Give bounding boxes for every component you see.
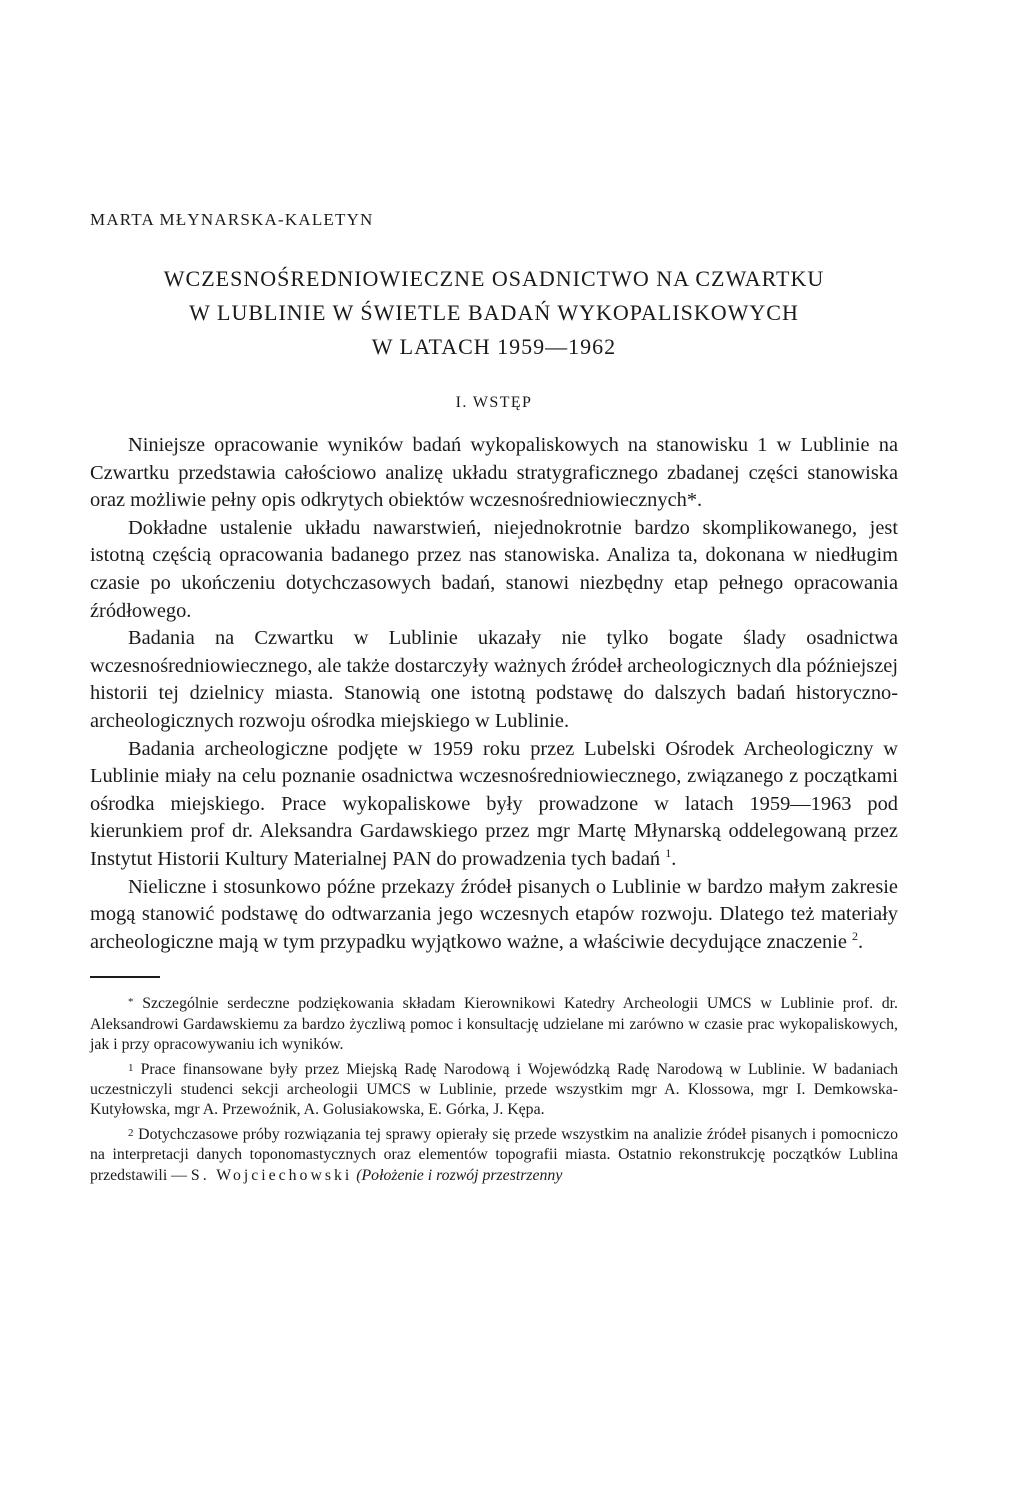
paragraph-2: Dokładne ustalenie układu nawarstwień, niejednokrotnie bardzo skomplikowanego, jest istotną częścią opracowania badanego przez nas stanowiska. Analiza ta, dokonana w niedługim czasie po ukończeniu dotychczasowych badań, stanowi niezbędny etap pełnego opracowania źródłowego. (90, 516, 898, 622)
paragraph-5 (90, 874, 898, 957)
footnote-star (90, 992, 898, 1055)
footnote-star-mark: * (128, 996, 134, 1009)
paragraph-4-text: Badania archeologiczne podjęte w 1959 roku przez Lubelski Ośrodek Archeologiczny w Lublinie miały na celu poznanie osadnictwa wczesnośredniowiecznego, związanego z początkami ośrodka miejskiego. Prace wykopaliskowe były prowadzone w latach 1959—1963 pod kierunkiem prof dr. Aleksandra Gardawskiego przez mgr Martę Młynarską oddelegowaną przez Instytut Historii Kultury Materialnej PAN do prowadzenia tych badań (90, 737, 898, 870)
title-line-3: W LATACH 1959—1962 (371, 334, 617, 359)
paragraph-4 (90, 736, 898, 874)
title-line-2: W LUBLINIE W ŚWIETLE BADAŃ WYKOPALISKOWYCH (189, 300, 799, 325)
footnote-2-author: S. Wojciechowski (190, 1166, 353, 1184)
title-line-1: WCZESNOŚREDNIOWIECZNE OSADNICTWO NA CZWARTKU (163, 266, 825, 291)
footnote-1-mark: 1 (128, 1061, 134, 1074)
footnote-2-mark: 2 (128, 1126, 134, 1139)
footnote-2-italic: (Położenie i rozwój przestrzenny (356, 1166, 563, 1184)
footnote-ref-1: 1 (665, 846, 672, 861)
footnote-1 (90, 1058, 898, 1121)
paragraph-3: Badania na Czwartku w Lublinie ukazały nie tylko bogate ślady osadnictwa wczesnośredniowiecznego, ale także dostarczyły ważnych źródeł archeologicznych dla późniejszej historii tej dzielnicy miasta. Stanowią one istotną podstawę do dalszych badań historyczno-archeologicznych rozwoju ośrodka miejskiego w Lublinie. (90, 627, 898, 732)
paragraph-1: Niniejsze opracowanie wyników badań wykopaliskowych na stanowisku 1 w Lublinie na Czwartku przedstawia całościowo analizę układu stratygraficznego zbadanej części stanowiska oraz możliwie pełny opis odkrytych obiektów wczesnośredniowiecznych*. (90, 434, 898, 512)
footnote-1-text: Prace finansowane były przez Miejską Radę Narodową i Wojewódzką Radę Narodową w Lublinie. W badaniach uczestniczyli studenci sekcji archeologii UMCS w Lublinie, przede wszystkim mgr A. Klossowa, mgr I. Demkowska-Kutyłowska, mgr A. Przewoźnik, A. Golusiakowska, E. Górka, J. Kępa. (90, 1060, 899, 1119)
paragraph-4-end: . (671, 847, 677, 870)
footnote-2 (90, 1123, 898, 1186)
paragraph-5-end: . (858, 930, 864, 953)
footnote-2-text: Dotychczasowe próby rozwiązania tej sprawy opierały się przede wszystkim na analizie źródeł pisanych i pomocniczo na interpretacji danych toponomastycznych oraz elementów topografii miasta. Ostatnio rekonstrukcję początków Lublina przedstawili — (90, 1125, 898, 1184)
article-title (90, 262, 898, 364)
author-name: MARTA MŁYNARSKA-KALETYN (90, 210, 374, 229)
footnote-ref-2: 2 (852, 928, 859, 943)
document-page (90, 210, 898, 1188)
footnote-star-text: Szczególnie serdeczne podziękowania składam Kierownikowi Katedry Archeologii UMCS w Lublinie prof. dr. Aleksandrowi Gardawskiemu za bardzo życzliwą pomoc i konsultację udzielane mi zarówno w czasie prac wykopaliskowych, jak i przy opracowywaniu ich wyników. (90, 995, 898, 1054)
footnote-divider (90, 976, 160, 978)
paragraph-5-text: Nieliczne i stosunkowo późne przekazy źródeł pisanych o Lublinie w bardzo małym zakresie mogą stanowić podstawę do odtwarzania jego wczesnych etapów rozwoju. Dlatego też materiały archeologiczne mają w tym przypadku wyjątkowo ważne, a właściwie decydujące znaczenie (90, 875, 898, 953)
section-heading: I. WSTĘP (455, 394, 533, 411)
